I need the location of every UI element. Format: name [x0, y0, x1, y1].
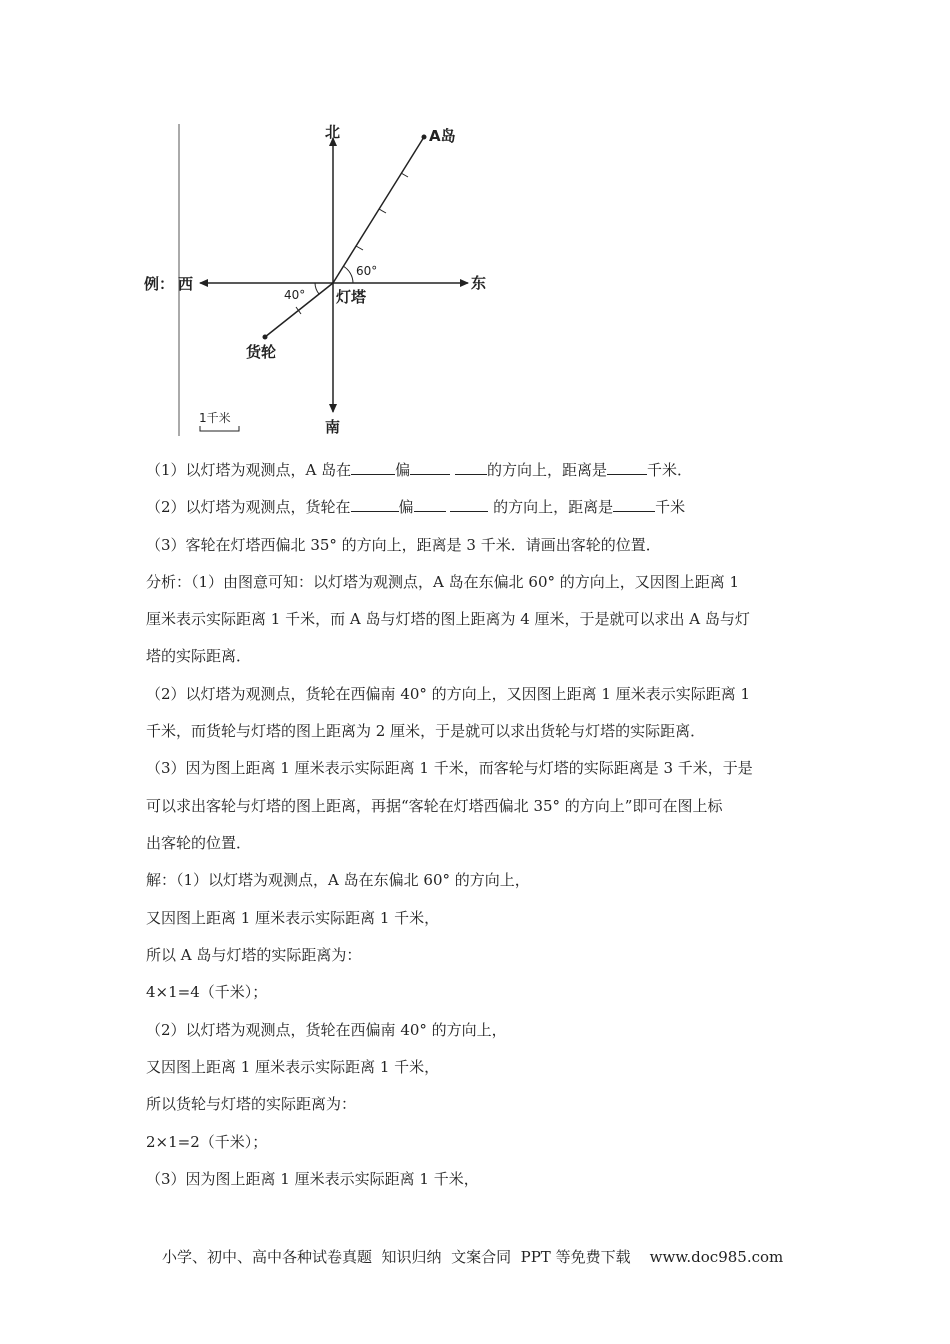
q1-blank-3 — [455, 460, 487, 475]
example-label: 例： — [144, 275, 175, 293]
island-tick — [356, 246, 363, 250]
analysis-line: 分析：（1）由图意可知：以灯塔为观测点，A 岛在东偏北 60° 的方向上，又因图上距离 1 — [146, 573, 740, 591]
island-tick — [379, 209, 386, 213]
east-label: 东 — [471, 274, 487, 292]
q2-text-d: 千米 — [655, 498, 686, 516]
angle-east-label: 60° — [356, 264, 378, 278]
q2-blank-4 — [613, 497, 655, 512]
q1-text-a: （1）以灯塔为观测点，A 岛在 — [146, 461, 352, 479]
analysis-line: 塔的实际距离． — [146, 647, 252, 665]
question-1 — [146, 460, 692, 480]
q1-blank-2 — [410, 460, 450, 475]
angle-west-label: 40° — [284, 288, 306, 302]
solution-line: （2）以灯塔为观测点，货轮在西偏南 40° 的方向上， — [146, 1021, 507, 1039]
solution-line: 4×1=4（千米）； — [146, 983, 268, 1001]
angle-arc-west — [315, 283, 319, 294]
west-label: 西 — [178, 275, 194, 293]
q1-blank-4 — [607, 460, 647, 475]
compass-diagram — [0, 0, 950, 450]
analysis-line: 出客轮的位置． — [146, 834, 252, 852]
q1-text-c: 的方向上，距离是 — [486, 461, 607, 479]
island-tick — [401, 173, 408, 177]
question-3: （3）客轮在灯塔西偏北 35° 的方向上，距离是 3 千米．请画出客轮的位置． — [146, 536, 661, 554]
north-label: 北 — [325, 123, 341, 141]
scale-label: 1千米 — [199, 411, 231, 425]
solution-line: （3）因为图上距离 1 厘米表示实际距离 1 千米， — [146, 1170, 479, 1188]
q2-text-a: （2）以灯塔为观测点，货轮在 — [146, 498, 351, 516]
q1-blank-1 — [351, 460, 395, 475]
q1-text-b: 偏 — [395, 461, 411, 479]
q2-blank-3 — [450, 497, 488, 512]
q2-blank-1 — [351, 497, 399, 512]
solution-line: 2×1=2（千米）； — [146, 1133, 268, 1151]
solution-line: 所以货轮与灯塔的实际距离为： — [146, 1095, 357, 1113]
page-footer — [162, 1246, 783, 1267]
solution-line: 又因图上距离 1 厘米表示实际距离 1 千米， — [146, 909, 440, 927]
q2-blank-2 — [414, 497, 446, 512]
footer-text: 小学、初中、高中各种试卷真题 知识归纳 文案合同 PPT 等免费下载 — [162, 1248, 631, 1266]
freighter-label: 货轮 — [246, 343, 277, 361]
analysis-line: （2）以灯塔为观测点，货轮在西偏南 40° 的方向上，又因图上距离 1 厘米表示实际距离 1 — [146, 685, 751, 703]
footer-url[interactable]: www.doc985.com — [649, 1248, 784, 1266]
analysis-line: 可以求出客轮与灯塔的图上距离，再据“客轮在灯塔西偏北 35° 的方向上”即可在图上标 — [146, 797, 723, 815]
question-2 — [146, 497, 685, 517]
lighthouse-label: 灯塔 — [336, 288, 367, 306]
island-line — [333, 137, 424, 283]
solution-line: 解：（1）以灯塔为观测点，A 岛在东偏北 60° 的方向上， — [146, 871, 530, 889]
solution-line: 所以 A 岛与灯塔的实际距离为： — [146, 946, 362, 964]
scale-bar — [200, 426, 239, 431]
angle-arc-east — [343, 266, 353, 283]
island-point — [422, 135, 427, 140]
analysis-line: 千米，而货轮与灯塔的图上距离为 2 厘米，于是就可以求出货轮与灯塔的实际距离． — [146, 722, 706, 740]
analysis-line: 厘米表示实际距离 1 千米，而 A 岛与灯塔的图上距离为 4 厘米，于是就可以求出 A 岛与灯 — [146, 610, 750, 628]
analysis-line: （3）因为图上距离 1 厘米表示实际距离 1 千米，而客轮与灯塔的实际距离是 3 千米，于是 — [146, 759, 753, 777]
solution-line: 又因图上距离 1 厘米表示实际距离 1 千米， — [146, 1058, 440, 1076]
freighter-point — [263, 335, 268, 340]
q1-text-d: 千米． — [646, 461, 692, 479]
island-label: A岛 — [429, 127, 456, 145]
q2-text-b: 偏 — [398, 498, 414, 516]
q2-text-c: 的方向上，距离是 — [488, 498, 614, 516]
south-label: 南 — [325, 418, 341, 436]
